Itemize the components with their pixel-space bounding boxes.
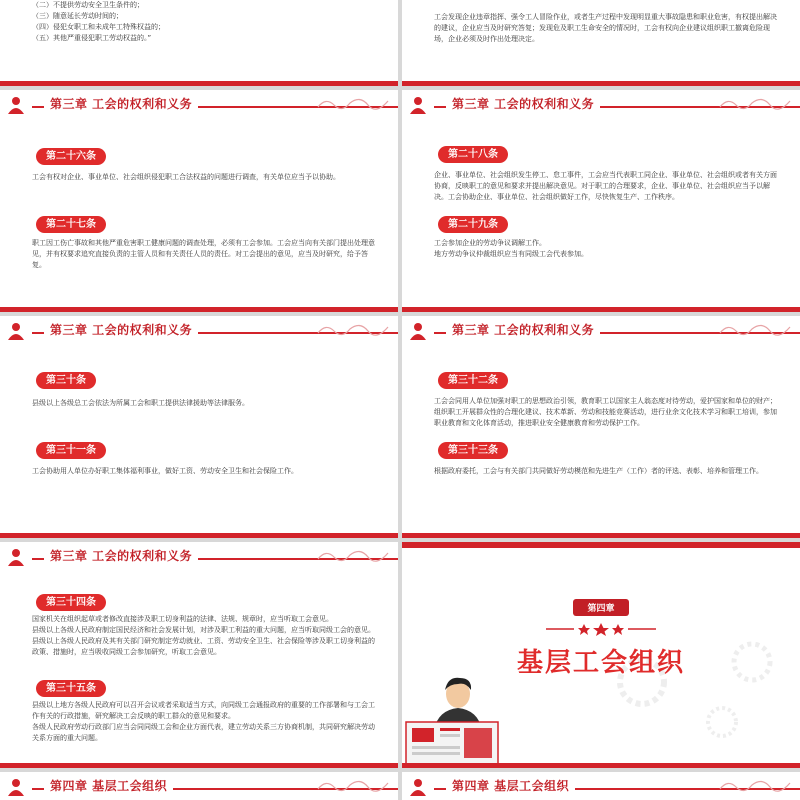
chapter-title: 第四章 基层工会组织: [446, 777, 575, 794]
bottom-bar: [0, 533, 398, 538]
article-tag: 第三十四条: [36, 594, 106, 611]
worker-icon: [6, 322, 26, 340]
article-tag: 第三十一条: [36, 442, 106, 459]
bottom-bar: [0, 763, 398, 768]
bottom-bar: [402, 763, 800, 768]
article-tag: 第三十三条: [438, 442, 508, 459]
list-line: （四）侵犯女职工和未成年工特殊权益的；: [32, 23, 165, 31]
slide-top-left: [0, 0, 398, 86]
chapter-title: 第四章 基层工会组织: [44, 777, 173, 794]
article-tag: 第二十七条: [36, 216, 106, 233]
article-text: 县级以上各级总工会依法为所属工会和职工提供法律援助等法律服务。: [32, 399, 249, 407]
slide-header: [0, 90, 398, 118]
article-text: 企业、事业单位、社会组织发生停工、怠工事件，工会应当代表职工同企业、事业单位、社会组织或者有关方面协商，反映职工的意见和要求并提出解决意见。对于职工的合理要求，企业、事业单位、社会组织应当予以解决。工会协助企业、事业单位、社会组织做好工作，尽快恢复生产、工作秩序。: [434, 171, 777, 201]
slide-bottom-left: [0, 772, 398, 800]
chapter-title: 第三章 工会的权利和义务: [446, 321, 600, 338]
worker-icon: [408, 322, 428, 340]
list-line: （三）随意延长劳动时间的；: [32, 12, 123, 20]
bottom-bar: [0, 81, 398, 86]
article-text: 职工因工伤亡事故和其他严重危害职工健康问题的调查处理，必须有工会参加。工会应当向有关部门提出处理意见，并有权要求追究直接负责的主管人员和有关责任人员的责任。对工会提出的意见，应当及时研究，给予答复。: [32, 239, 375, 269]
article-text: 县级以上地方各级人民政府可以召开会议或者采取适当方式，向同级工会通报政府的重要的工作部署和与工会工作有关的行政措施，研究解决工会反映的职工群众的意见和要求。 各级人民政府劳动行政部门应当会同同级工会和企业方面代表，建立劳动关系三方协商机制，共同研究解决劳动关系方面的重大问题。: [32, 701, 375, 742]
bottom-bar: [402, 81, 800, 86]
slide-header: [402, 772, 800, 800]
worker-icon: [6, 778, 26, 796]
chapter-badge-wrap: [402, 596, 800, 616]
chapter-title: 第三章 工会的权利和义务: [44, 321, 198, 338]
slide-article-32-33: [402, 316, 800, 538]
worker-icon: [408, 96, 428, 114]
article-tag: 第二十九条: [438, 216, 508, 233]
cloud-pattern-icon: [314, 93, 392, 113]
list-line: （二）不提供劳动安全卫生条件的；: [32, 1, 144, 9]
article-tag: 第三十五条: [36, 680, 106, 697]
person-reading-newspaper-icon: [404, 670, 500, 766]
worker-icon: [6, 96, 26, 114]
chapter-title: 第三章 工会的权利和义务: [446, 95, 600, 112]
slide-header: [402, 90, 800, 118]
slide-header: [402, 316, 800, 344]
cloud-pattern-icon: [716, 775, 794, 795]
slide-header: [0, 772, 398, 800]
article-tag: 第二十八条: [438, 146, 508, 163]
slide-article-30-31: [0, 316, 398, 538]
chapter-badge: 第四章: [573, 599, 628, 616]
slide-article-28-29: [402, 90, 800, 312]
article-text: 根据政府委托，工会与有关部门共同做好劳动模范和先进生产（工作）者的评选、表彰、培养和管理工作。: [434, 467, 763, 475]
slide-bottom-right: [402, 772, 800, 800]
bottom-bar: [0, 307, 398, 312]
cloud-pattern-icon: [314, 319, 392, 339]
chapter-title: 第三章 工会的权利和义务: [44, 95, 198, 112]
stars-icon: [546, 622, 656, 636]
list-line: （五）其他严重侵犯职工劳动权益的。”: [32, 34, 152, 42]
article-tag: 第三十二条: [438, 372, 508, 389]
bottom-bar: [402, 533, 800, 538]
chapter-cover-title: 基层工会组织: [516, 648, 685, 678]
slide-chapter4-cover: [402, 542, 800, 768]
bottom-bar: [402, 307, 800, 312]
gear-pattern-icon: [602, 622, 792, 742]
article-tag: 第二十六条: [36, 148, 106, 165]
slide-top-right: [402, 0, 800, 86]
cloud-pattern-icon: [314, 775, 392, 795]
slide-header: [0, 316, 398, 344]
article-text: 工会协助用人单位办好职工集体福利事业，做好工资、劳动安全卫生和社会保险工作。: [32, 467, 298, 475]
article-text: 工会有权对企业、事业单位、社会组织侵犯职工合法权益的问题进行调查，有关单位应当予以协助。: [32, 173, 340, 181]
slide-header: [0, 542, 398, 570]
list-text: [32, 0, 165, 44]
article-tag: 第三十条: [36, 372, 96, 389]
article-text: 工会会同用人单位加强对职工的思想政治引领，教育职工以国家主人翁态度对待劳动，爱护国家和单位的财产；组织职工开展群众性的合理化建议、技术革新、劳动和技能竞赛活动，进行业余文化技术学习和职工培训，参加职业教育和文化体育活动，推进职业安全健康教育和劳动保护工作。: [434, 397, 777, 427]
cloud-pattern-icon: [716, 319, 794, 339]
cloud-pattern-icon: [314, 545, 392, 565]
article-text: 国家机关在组织起草或者修改直接涉及职工切身利益的法律、法规、规章时，应当听取工会意见。 县级以上各级人民政府制定国民经济和社会发展计划，对涉及职工利益的重大问题，应当听取同级工会的意见。 县级以上各级人民政府及其有关部门研究制定劳动就业、工资、劳动安全卫生、社会保险等涉及职工切身利益的政策、措施时，应当吸收同级工会参加研究，听取工会意见。: [32, 615, 375, 656]
slide-article-26-27: [0, 90, 398, 312]
worker-icon: [408, 778, 428, 796]
worker-icon: [6, 548, 26, 566]
chapter-title: 第三章 工会的权利和义务: [44, 547, 198, 564]
body-text: 工会发现企业违章指挥、强令工人冒险作业，或者生产过程中发现明显重大事故隐患和职业危害，有权提出解决的建议，企业应当及时研究答复；发现危及职工生命安全的情况时，工会有权向企业建议组织职工撤离危险现场，企业必须及时作出处理决定。: [434, 13, 777, 43]
article-text: 工会参加企业的劳动争议调解工作。 地方劳动争议仲裁组织应当有同级工会代表参加。: [434, 239, 588, 258]
slide-article-34-35: [0, 542, 398, 768]
cloud-pattern-icon: [716, 93, 794, 113]
top-bar: [402, 542, 800, 548]
